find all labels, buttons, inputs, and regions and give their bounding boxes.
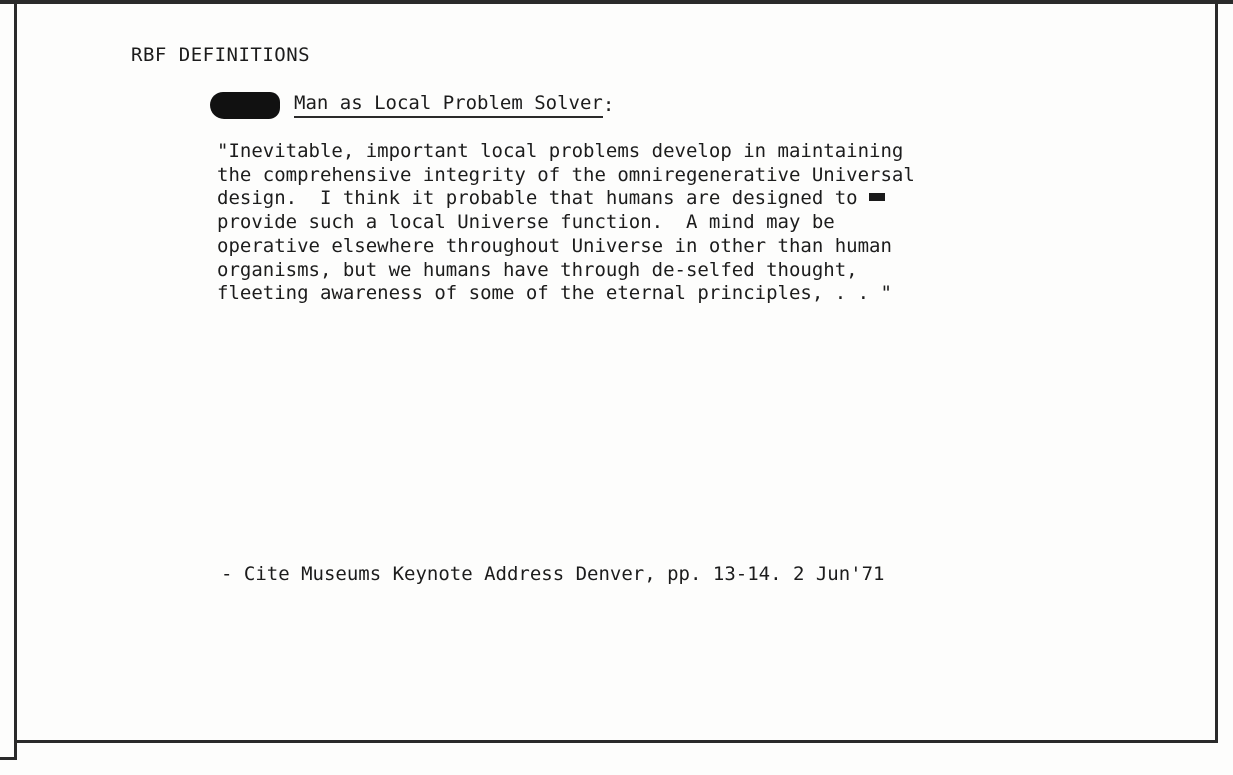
- citation: - Cite Museums Keynote Address Denver, pp. 13-14. 2 Jun'71: [221, 563, 885, 585]
- subheading: Man as Local Problem Solver: [294, 92, 603, 118]
- quote-line: organisms, but we humans have through de-selfed thought,: [217, 258, 858, 281]
- card-border-right: [1215, 0, 1218, 742]
- card-border-bottom-left: [0, 757, 17, 760]
- card-border-bottom: [14, 740, 1218, 743]
- quote-line: provide such a local Universe function. A mind may be: [217, 211, 835, 234]
- card-border-left: [14, 0, 17, 760]
- quote-block: [217, 140, 1117, 306]
- quote-line: [217, 187, 1117, 211]
- card-border-top: [0, 0, 1233, 4]
- subheading-row: [210, 91, 614, 119]
- document-header: RBF DEFINITIONS: [131, 44, 311, 66]
- quote-line: the comprehensive integrity of the omniregenerative Universal: [217, 163, 915, 186]
- strikeout-mark: [869, 193, 885, 201]
- subheading-colon: :: [602, 94, 615, 116]
- quote-line: fleeting awareness of some of the eternal principles, . . ": [217, 282, 892, 305]
- quote-line: "Inevitable, important local problems develop in maintaining: [217, 140, 904, 162]
- quote-line: operative elsewhere throughout Universe in other than human: [217, 234, 892, 257]
- quote-line-text: design. I think it probable that humans are designed to: [217, 187, 870, 210]
- redaction-mark: [210, 92, 280, 119]
